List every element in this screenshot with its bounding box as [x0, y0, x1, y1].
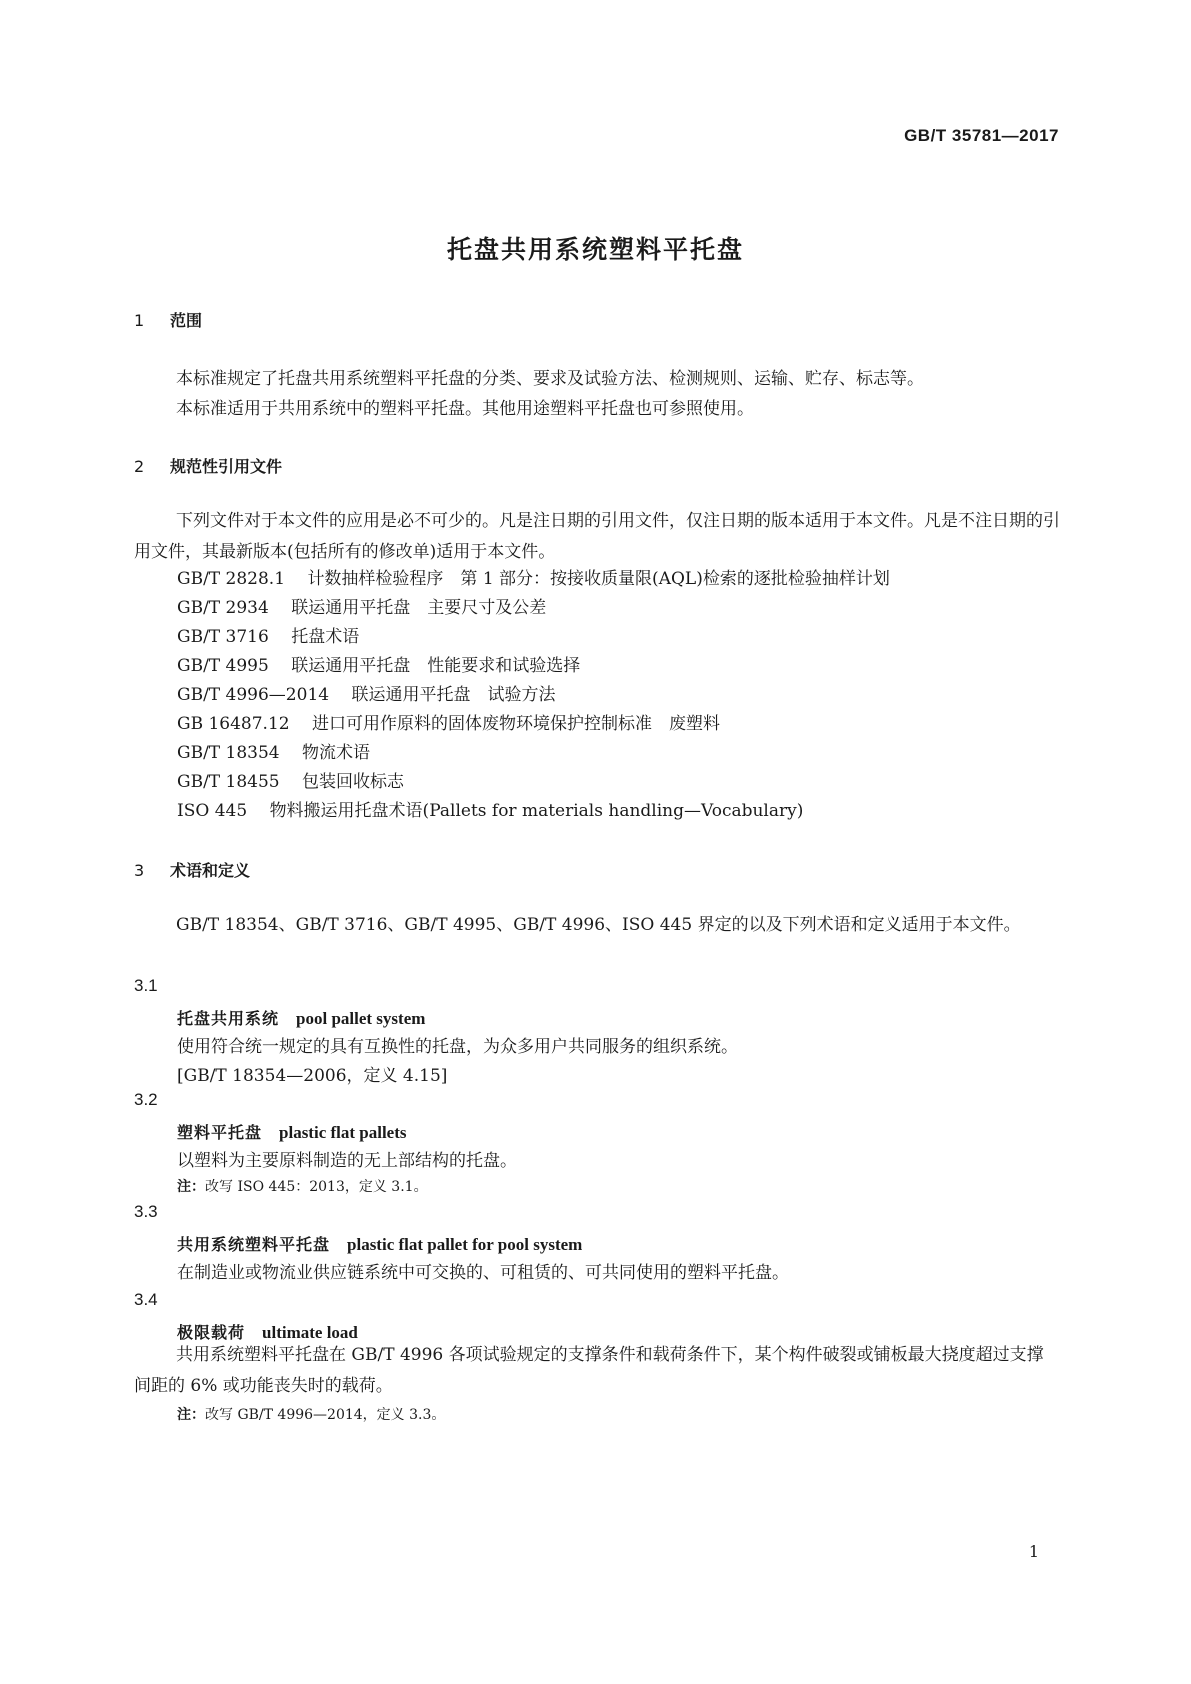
term-definition: 共用系统塑料平托盘在 GB/T 4996 各项试验规定的支撑条件和载荷条件下，某个构件破裂或铺板最大挠度超过支撑间距的 6% 或功能丧失时的载荷。: [134, 1345, 1044, 1396]
term-title: 托盘共用系统 pool pallet system: [177, 1009, 426, 1028]
reference-item: ISO 445 物料搬运用托盘术语(Pallets for materials handling—Vocabulary): [177, 801, 804, 821]
term-title: 极限载荷 ultimate load: [177, 1323, 358, 1342]
term-number: 3.2: [134, 1090, 158, 1109]
term-source: [GB/T 18354—2006，定义 4.15]: [177, 1066, 448, 1086]
paragraph: 下列文件对于本文件的应用是必不可少的。凡是注日期的引用文件，仅注日期的版本适用于本文件。凡是不注日期的引用文件，其最新版本(包括所有的修改单)适用于本文件。: [134, 511, 1060, 562]
section-heading-terms-definitions: [134, 858, 250, 881]
paragraph: GB/T 18354、GB/T 3716、GB/T 4995、GB/T 4996、ISO 445 界定的以及下列术语和定义适用于本文件。: [176, 915, 1021, 935]
reference-item: GB/T 18354 物流术语: [177, 743, 371, 763]
term-note: 注：改写 GB/T 4996—2014，定义 3.3。: [177, 1407, 446, 1423]
section-number: 2: [134, 457, 145, 476]
document-title: 托盘共用系统塑料平托盘: [446, 235, 744, 264]
page-number: 1: [1028, 1542, 1039, 1561]
term-number: 3.3: [134, 1202, 158, 1221]
section-title: 术语和定义: [170, 861, 251, 880]
term-number: 3.1: [134, 976, 158, 995]
paragraph: 本标准规定了托盘共用系统塑料平托盘的分类、要求及试验方法、检测规则、运输、贮存、标志等。: [176, 369, 924, 389]
section-title: 规范性引用文件: [170, 457, 283, 476]
reference-item: GB 16487.12 进口可用作原料的固体废物环境保护控制标准 废塑料: [177, 714, 720, 734]
section-number: 3: [134, 861, 145, 880]
section-heading-normative-references: [134, 454, 282, 477]
term-definition: 以塑料为主要原料制造的无上部结构的托盘。: [177, 1151, 517, 1171]
term-definition: 使用符合统一规定的具有互换性的托盘，为众多用户共同服务的组织系统。: [177, 1037, 738, 1057]
reference-item: GB/T 2828.1 计数抽样检验程序 第 1 部分：按接收质量限(AQL)检索的逐批检验抽样计划: [177, 569, 890, 589]
reference-item: GB/T 4996—2014 联运通用平托盘 试验方法: [177, 685, 556, 705]
reference-item: GB/T 18455 包装回收标志: [177, 772, 405, 792]
reference-item: GB/T 3716 托盘术语: [177, 627, 360, 647]
reference-item: GB/T 2934 联运通用平托盘 主要尺寸及公差: [177, 598, 547, 618]
term-number: 3.4: [134, 1290, 158, 1309]
term-title: 塑料平托盘 plastic flat pallets: [177, 1123, 407, 1142]
paragraph: 本标准适用于共用系统中的塑料平托盘。其他用途塑料平托盘也可参照使用。: [176, 399, 754, 419]
reference-item: GB/T 4995 联运通用平托盘 性能要求和试验选择: [177, 656, 581, 676]
term-definition: 在制造业或物流业供应链系统中可交换的、可租赁的、可共同使用的塑料平托盘。: [177, 1263, 789, 1283]
standard-code: GB/T 35781—2017: [904, 126, 1059, 145]
section-number: 1: [134, 311, 145, 330]
section-title: 范围: [170, 311, 203, 330]
term-note: 注：改写 ISO 445：2013，定义 3.1。: [177, 1179, 428, 1195]
term-title: 共用系统塑料平托盘 plastic flat pallet for pool system: [177, 1235, 583, 1254]
section-heading-scope: [134, 308, 202, 331]
